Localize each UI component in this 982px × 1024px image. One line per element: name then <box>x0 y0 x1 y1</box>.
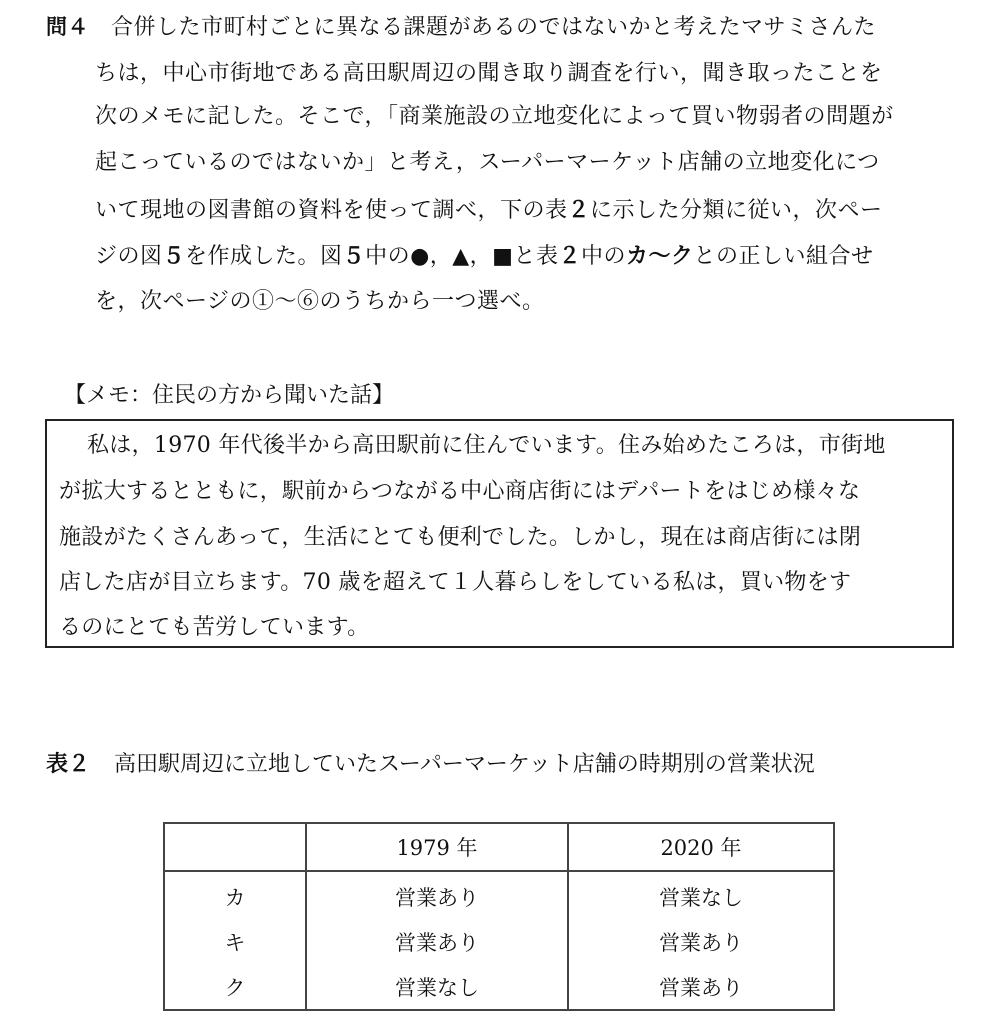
table-ref: ２ <box>558 244 581 269</box>
figure-ref: ５ <box>342 244 366 269</box>
text: いて現地の図書館の資料を使って調べ，下の表 <box>95 198 568 223</box>
memo-line-3: 施設がたくさんあって，生活にとても便利でした。しかし，現在は商店街には閉 <box>59 525 862 550</box>
figure-ref: ５ <box>162 244 186 269</box>
text: に示した分類に従い，次ペー <box>590 198 883 223</box>
cell-2020: 営業なし <box>568 871 834 919</box>
options-ref: カ〜ク <box>626 244 694 269</box>
cell-1979: 営業なし <box>306 964 568 1010</box>
table-header-row <box>164 823 834 871</box>
symbols-text: 中の●，▲，■と表 <box>365 244 559 269</box>
question-line-1 <box>46 12 876 43</box>
question-line-2: ちは，中心市街地である高田駅周辺の聞き取り調査を行い，聞き取ったことを <box>95 61 883 86</box>
table-row <box>164 964 834 1010</box>
cell-2020: 営業あり <box>568 964 834 1010</box>
question-line-7: を，次ページの①〜⑥のうちから一つ選べ。 <box>95 289 545 314</box>
question-line-4: 起こっているのではないか」と考え，スーパーマーケット店舗の立地変化につ <box>95 150 880 175</box>
question-number: 問４ <box>46 15 89 39</box>
memo-box <box>45 419 954 648</box>
question-text: 合併した市町村ごとに異なる課題があるのではないかと考えたマサミさんた <box>111 15 877 40</box>
table-caption <box>46 750 815 780</box>
text: を作成した。図 <box>185 244 343 269</box>
table-row <box>164 871 834 919</box>
row-label: ク <box>164 964 306 1010</box>
header-2020: 2020 年 <box>568 823 834 871</box>
table-caption-text: 高田駅周辺に立地していたスーパーマーケット店舗の時期別の営業状況 <box>114 752 815 777</box>
table-ref: ２ <box>567 198 591 223</box>
row-label: キ <box>164 919 306 964</box>
header-empty <box>164 823 306 871</box>
text: ジの図 <box>95 244 163 269</box>
question-line-6 <box>95 242 874 272</box>
status-table <box>163 822 835 1011</box>
memo-line-4: 店した店が目立ちます。70 歳を超えて１人暮らしをしている私は，買い物をす <box>59 570 852 595</box>
memo-line-5: るのにとても苦労しています。 <box>59 615 370 640</box>
memo-title: 【メモ：住民の方から聞いた話】 <box>64 383 395 408</box>
row-label: カ <box>164 871 306 919</box>
question-line-5 <box>95 196 883 226</box>
header-1979: 1979 年 <box>306 823 568 871</box>
text: との正しい組合せ <box>693 244 874 269</box>
cell-1979: 営業あり <box>306 919 568 964</box>
memo-line-1: 私は，1970 年代後半から高田駅前に住んでいます。住み始めたころは，市街地 <box>87 433 886 458</box>
table-caption-label: 表２ <box>46 752 91 777</box>
table-row <box>164 919 834 964</box>
question-line-3: 次のメモに記した。そこで，「商業施設の立地変化によって買い物弱者の問題が <box>95 104 894 129</box>
cell-2020: 営業あり <box>568 919 834 964</box>
cell-1979: 営業あり <box>306 871 568 919</box>
text: 中の <box>580 244 626 269</box>
memo-line-2: が拡大するとともに，駅前からつながる中心商店街にはデパートをはじめ様々な <box>59 479 861 504</box>
